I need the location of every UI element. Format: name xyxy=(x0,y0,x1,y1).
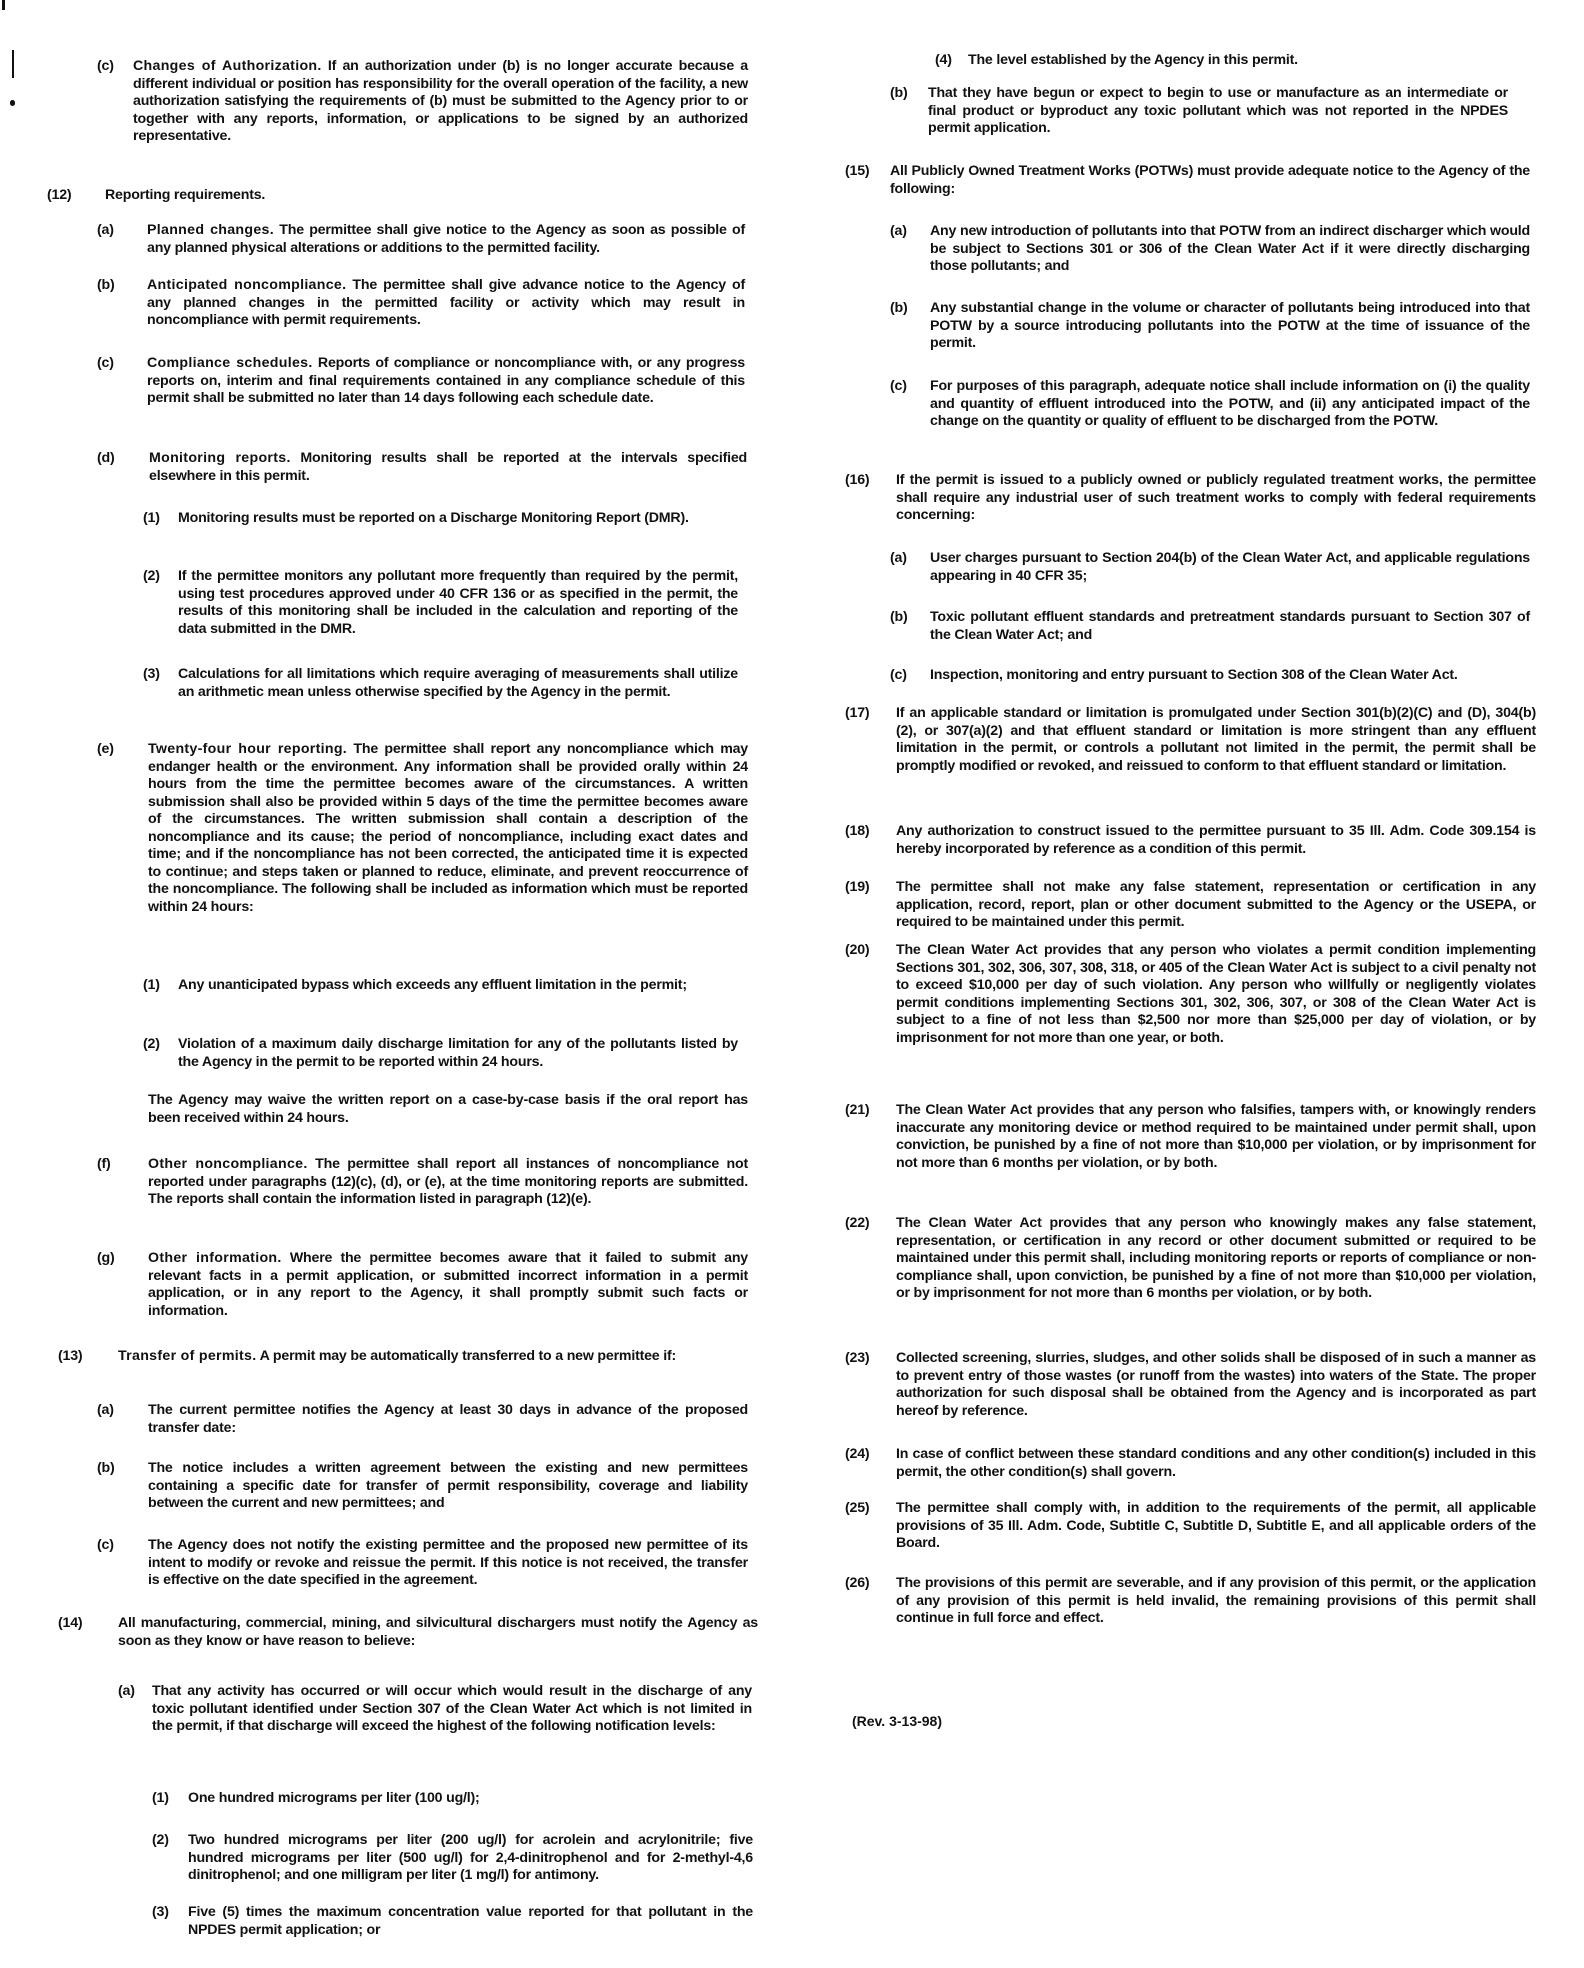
paragraph-text xyxy=(896,942,1536,1047)
paragraph-s12d2 xyxy=(143,568,738,638)
paragraph-text xyxy=(148,1156,748,1209)
paragraph-s14a3 xyxy=(152,1904,753,1939)
scan-artifact xyxy=(12,50,14,78)
paragraph-body: Monitoring results shall be reported at the intervals specified elsewhere in this permit. xyxy=(149,450,747,484)
paragraph-s14a1 xyxy=(152,1790,753,1808)
paragraph-s12e-waive xyxy=(148,1092,748,1127)
paragraph-text xyxy=(178,1036,738,1071)
paragraph-marker: (24) xyxy=(845,1446,870,1462)
paragraph-body: The level established by the Agency in this permit. xyxy=(968,52,1298,68)
paragraph-title: Planned changes. xyxy=(147,222,274,238)
paragraph-text xyxy=(148,741,748,916)
paragraph-marker: (26) xyxy=(845,1575,870,1591)
paragraph-body: That they have begun or expect to begin to use or manufacture as an intermediate or final product or byproduct any toxic pollutant which was not reported in the NPDES permit application. xyxy=(928,85,1508,136)
paragraph-s12e xyxy=(97,741,748,916)
paragraph-s12b xyxy=(97,277,745,330)
paragraph-body: Five (5) times the maximum concentration value reported for that pollutant in the NPDES permit application; or xyxy=(188,1904,753,1938)
paragraph-marker: (c) xyxy=(97,355,114,371)
paragraph-marker: (1) xyxy=(152,1790,169,1806)
paragraph-s24 xyxy=(845,1446,1536,1481)
paragraph-s13b xyxy=(97,1460,748,1513)
paragraph-body: The permittee shall report all instances of noncompliance not reported under paragraphs (12)(c), (d), or (e), at the time monitoring reports are submitted. The reports shall contain the information listed in paragraph (12)(e). xyxy=(148,1156,749,1207)
paragraph-text xyxy=(896,823,1536,858)
paragraph-body: That any activity has occurred or will occur which would result in the discharge of any toxic pollutant identified under Section 307 of the Clean Water Act which is not limited in the permit, if that discharge will exceed the highest of the following notification levels: xyxy=(152,1683,752,1734)
paragraph-s15c xyxy=(890,378,1530,431)
paragraph-marker: (17) xyxy=(845,705,870,721)
paragraph-marker: (14) xyxy=(58,1615,83,1631)
paragraph-s12d xyxy=(97,450,747,485)
paragraph-marker: (2) xyxy=(143,568,160,584)
paragraph-s12f xyxy=(97,1156,749,1209)
paragraph-body: Any substantial change in the volume or character of pollutants being introduced into that POTW by a source introducing pollutants into the POTW at the time of issuance of the permit. xyxy=(930,300,1530,351)
revision-date: (Rev. 3-13-98) xyxy=(852,1713,943,1729)
paragraph-marker: (b) xyxy=(97,1460,115,1476)
paragraph-body: In case of conflict between these standard conditions and any other condition(s) included in this permit, the other condition(s) shall govern. xyxy=(896,1446,1536,1480)
paragraph-text xyxy=(147,222,745,257)
paragraph-marker: (2) xyxy=(152,1832,169,1848)
paragraph-body: Inspection, monitoring and entry pursuant to Section 308 of the Clean Water Act. xyxy=(930,667,1458,683)
paragraph-marker: (a) xyxy=(118,1683,135,1699)
paragraph-body: The permittee shall report any noncompliance which may endanger health or the environment. Any information shall be provided orally within 24 hours from the time the permittee becomes aware of the circumstances. A written submission shall also be provided within 5 days of the time the permittee becomes aware of the circumstances. The written submission shall contain a description of the noncompliance and its cause; the period of noncompliance, including exact dates and time; and if the noncompliance has not been corrected, the anticipated time it is expected to continue; and steps taken or planned to reduce, eliminate, and prevent reoccurrence of the noncompliance. The following shall be included as information which must be reported within 24 hours: xyxy=(148,741,748,915)
paragraph-marker: (23) xyxy=(845,1350,870,1366)
paragraph-body: User charges pursuant to Section 204(b) of the Clean Water Act, and applicable regulations appearing in 40 CFR 35; xyxy=(930,550,1530,584)
paragraph-marker: (3) xyxy=(152,1904,169,1920)
paragraph-body: Collected screening, slurries, sludges, and other solids shall be disposed of in such a manner as to prevent entry of those wastes (or runoff from the wastes) into waters of the State. The proper authorization for such disposal shall be obtained from the Agency and is incorporated as part hereof by reference. xyxy=(896,1350,1536,1419)
paragraph-marker: (b) xyxy=(890,609,908,625)
paragraph-marker: (20) xyxy=(845,942,870,958)
paragraph-body: Where the permittee becomes aware that it failed to submit any relevant facts in a permit application, or submitted incorrect information in a permit application, or in any report to the Agency, it shall promptly submit such facts or information. xyxy=(148,1250,748,1319)
paragraph-text xyxy=(968,52,1508,70)
paragraph-body: Reports of compliance or noncompliance with, or any progress reports on, interim and final requirements contained in any compliance schedule of this permit shall be submitted no later than 14 days following each schedule date. xyxy=(147,355,746,406)
paragraph-text xyxy=(890,163,1530,198)
paragraph-marker: (22) xyxy=(845,1215,870,1231)
paragraph-title: Transfer of permits. xyxy=(118,1348,257,1364)
scan-artifact xyxy=(10,100,15,106)
paragraph-text xyxy=(152,1683,752,1736)
paragraph-marker: (1) xyxy=(143,977,160,993)
paragraph-marker: (f) xyxy=(97,1156,111,1172)
paragraph-body: Any authorization to construct issued to the permittee pursuant to 35 Ill. Adm. Code 309.154 is hereby incorporated by reference as a condition of this permit. xyxy=(896,823,1536,857)
paragraph-text xyxy=(188,1832,753,1885)
paragraph-text xyxy=(118,1615,758,1650)
paragraph-title: Compliance schedules. xyxy=(147,355,313,371)
paragraph-text xyxy=(930,223,1530,276)
paragraph-body: The permittee shall give notice to the Agency as soon as possible of any planned physical alterations or additions to the permitted facility. xyxy=(147,222,745,256)
paragraph-marker: (19) xyxy=(845,879,870,895)
paragraph-marker: (21) xyxy=(845,1102,870,1118)
paragraph-s21 xyxy=(845,1102,1536,1172)
paragraph-text xyxy=(148,1537,748,1590)
paragraph-text xyxy=(188,1790,753,1808)
paragraph-body: Any new introduction of pollutants into that POTW from an indirect discharger which would be subject to Sections 301 or 306 of the Clean Water Act if it were directly discharging those pollutants; and xyxy=(930,223,1530,274)
paragraph-body: All Publicly Owned Treatment Works (POTWs) must provide adequate notice to the Agency of the following: xyxy=(890,163,1530,197)
paragraph-text xyxy=(896,1575,1536,1628)
paragraph-s16 xyxy=(845,472,1536,525)
paragraph-s14a4 xyxy=(935,52,1508,70)
paragraph-marker: (18) xyxy=(845,823,870,839)
paragraph-marker: (b) xyxy=(97,277,115,293)
paragraph-s17 xyxy=(845,705,1536,775)
paragraph-body: The permittee shall not make any false statement, representation or certification in any application, record, report, plan or other document submitted to the Agency or the USEPA, or required to be maintained under this permit. xyxy=(896,879,1536,930)
paragraph-text xyxy=(896,1446,1536,1481)
paragraph-text xyxy=(178,977,738,995)
paragraph-text xyxy=(896,1350,1536,1420)
paragraph-marker: (a) xyxy=(97,1402,114,1418)
paragraph-marker: (c) xyxy=(890,378,907,394)
paragraph-s15 xyxy=(845,163,1530,198)
paragraph-marker: (16) xyxy=(845,472,870,488)
paragraph-body: If an authorization under (b) is no longer accurate because a different individual or position has responsibility for the overall operation of the facility, a new authorization satisfying the requirements of (b) must be submitted to the Agency prior to or together with any reports, information, or applications to be signed by an authorized representative. xyxy=(133,58,748,144)
paragraph-text xyxy=(147,355,745,408)
paragraph-text xyxy=(930,609,1530,644)
paragraph-marker: (1) xyxy=(143,510,160,526)
paragraph-s14a2 xyxy=(152,1832,753,1885)
paragraph-body: The current permittee notifies the Agency at least 30 days in advance of the proposed transfer date: xyxy=(148,1402,748,1436)
paragraph-s13 xyxy=(58,1348,758,1366)
paragraph-body: The Agency does not notify the existing permittee and the proposed new permittee of its intent to modify or revoke and reissue the permit. If this notice is not received, the transfer is effective on the date specified in the agreement. xyxy=(148,1537,748,1588)
paragraph-title: Twenty-four hour reporting. xyxy=(148,741,348,757)
paragraph-body: Reporting requirements. xyxy=(105,187,266,203)
paragraph-marker: (15) xyxy=(845,163,870,179)
paragraph-text xyxy=(930,667,1530,685)
paragraph-marker: (a) xyxy=(890,550,907,566)
paragraph-s16c xyxy=(890,667,1530,685)
paragraph-body: All manufacturing, commercial, mining, and silvicultural dischargers must notify the Agency as soon as they know or have reason to believe: xyxy=(118,1615,758,1649)
paragraph-body: Monitoring results must be reported on a Discharge Monitoring Report (DMR). xyxy=(178,510,689,526)
paragraph-body: The notice includes a written agreement between the existing and new permittees containing a specific date for transfer of permit responsibility, coverage and liability between the current and new permittees; and xyxy=(148,1460,748,1511)
paragraph-s23 xyxy=(845,1350,1536,1420)
paragraph-body: If the permittee monitors any pollutant more frequently than required by the permit, using test procedures approved under 40 CFR 136 or as specified in the permit, the results of this monitoring shall be included in the calculation and reporting of the data submitted in the DMR. xyxy=(178,568,738,637)
paragraph-text xyxy=(930,550,1530,585)
paragraph-marker: (d) xyxy=(97,450,115,466)
paragraph-text xyxy=(896,1102,1536,1172)
paragraph-text xyxy=(896,1500,1536,1553)
paragraph-s22 xyxy=(845,1215,1536,1303)
paragraph-marker: (a) xyxy=(890,223,907,239)
paragraph-marker: (e) xyxy=(97,741,114,757)
paragraph-text xyxy=(147,277,745,330)
paragraph-marker: (12) xyxy=(47,187,72,203)
paragraph-s18 xyxy=(845,823,1536,858)
paragraph-text xyxy=(896,1215,1536,1303)
paragraph-body: For purposes of this paragraph, adequate notice shall include information on (i) the quality and quantity of effluent introduced into the POTW, and (ii) any anticipated impact of the change on the quantity or quality of effluent to be discharged from the POTW. xyxy=(930,378,1530,429)
paragraph-text xyxy=(148,1092,748,1127)
paragraph-title: Changes of Authorization. xyxy=(133,58,322,74)
paragraph-body: The permittee shall comply with, in addition to the requirements of the permit, all applicable provisions of 35 Ill. Adm. Code, Subtitle C, Subtitle D, Subtitle E, and all applicable orders of the Board. xyxy=(896,1500,1536,1551)
paragraph-s16b xyxy=(890,609,1530,644)
paragraph-s25 xyxy=(845,1500,1536,1553)
paragraph-body: Two hundred micrograms per liter (200 ug/l) for acrolein and acrylonitrile; five hundred micrograms per liter (500 ug/l) for 2,4-dinitrophenol and for 2-methyl-4,6 dinitrophenol; and one milligram per liter (1 mg/l) for antimony. xyxy=(188,1832,753,1883)
paragraph-text xyxy=(896,705,1536,775)
paragraph-text xyxy=(118,1348,758,1366)
paragraph-text xyxy=(149,450,747,485)
paragraph-s12e1 xyxy=(143,977,738,995)
paragraph-body: A permit may be automatically transferred to a new permittee if: xyxy=(256,1348,677,1364)
paragraph-s16a xyxy=(890,550,1530,585)
paragraph-marker: (a) xyxy=(97,222,114,238)
paragraph-s19 xyxy=(845,879,1536,932)
paragraph-marker: (c) xyxy=(97,58,114,74)
paragraph-body: If an applicable standard or limitation is promulgated under Section 301(b)(2)(C) and (D), 304(b)(2), or 307(a)(2) and that effluent standard or limitation is more stringent than any effluent limitation in the permit, or controls a pollutant not limited in the permit, the permit shall be promptly modified or revoked, and reissued to conform to that effluent standard or limitation. xyxy=(896,705,1536,774)
paragraph-text xyxy=(148,1250,748,1320)
paragraph-text xyxy=(178,666,738,701)
paragraph-s15a xyxy=(890,223,1530,276)
paragraph-text xyxy=(178,510,738,528)
paragraph-s12d1 xyxy=(143,510,738,528)
paragraph-body: Violation of a maximum daily discharge limitation for any of the pollutants listed by the Agency in the permit to be reported within 24 hours. xyxy=(178,1036,738,1070)
paragraph-body: The provisions of this permit are severable, and if any provision of this permit, or the application of any provision of this permit is held invalid, the remaining provisions of this permit shall continue in full force and effect. xyxy=(896,1575,1536,1626)
paragraph-title: Anticipated noncompliance. xyxy=(147,277,347,293)
scan-artifact xyxy=(2,0,5,10)
paragraph-marker: (13) xyxy=(58,1348,83,1364)
paragraph-s12c xyxy=(97,355,746,408)
paragraph-s12d3 xyxy=(143,666,738,701)
paragraph-text xyxy=(928,85,1508,138)
paragraph-text xyxy=(148,1402,748,1437)
paragraph-s12a xyxy=(97,222,745,257)
paragraph-body: The Clean Water Act provides that any person who falsifies, tampers with, or knowingly renders inaccurate any monitoring device or method required to be maintained under permit shall, upon conviction, be punished by a fine of not more than $10,000 per violation, or by imprisonment for not more than 6 months per violation, or by both. xyxy=(896,1102,1536,1171)
paragraph-text xyxy=(105,187,745,205)
paragraph-s14 xyxy=(58,1615,758,1650)
paragraph-body: The permittee shall give advance notice to the Agency of any planned changes in the permitted facility or activity which may result in noncompliance with permit requirements. xyxy=(147,277,745,328)
paragraph-body: If the permit is issued to a publicly owned or publicly regulated treatment works, the permittee shall require any industrial user of such treatment works to comply with federal requirements concerning: xyxy=(896,472,1536,523)
paragraph-s14b xyxy=(890,85,1508,138)
paragraph-c-auth xyxy=(97,58,748,146)
paragraph-s13a xyxy=(97,1402,748,1437)
paragraph-title: Monitoring reports. xyxy=(149,450,291,466)
paragraph-body: The Agency may waive the written report on a case-by-case basis if the oral report has been received within 24 hours. xyxy=(148,1092,748,1126)
paragraph-body: Any unanticipated bypass which exceeds any effluent limitation in the permit; xyxy=(178,977,687,993)
paragraph-marker: (2) xyxy=(143,1036,160,1052)
paragraph-body: One hundred micrograms per liter (100 ug/l); xyxy=(188,1790,480,1806)
paragraph-body: Calculations for all limitations which require averaging of measurements shall utilize an arithmetic mean unless otherwise specified by the Agency in the permit. xyxy=(178,666,738,700)
paragraph-marker: (b) xyxy=(890,85,908,101)
paragraph-marker: (25) xyxy=(845,1500,870,1516)
paragraph-s20 xyxy=(845,942,1536,1047)
paragraph-text xyxy=(188,1904,753,1939)
paragraph-text xyxy=(930,378,1530,431)
paragraph-text xyxy=(133,58,748,146)
paragraph-title: Other noncompliance. xyxy=(148,1156,308,1172)
paragraph-marker: (b) xyxy=(890,300,908,316)
paragraph-text xyxy=(896,879,1536,932)
paragraph-text xyxy=(178,568,738,638)
paragraph-s14a xyxy=(118,1683,752,1736)
paragraph-marker: (g) xyxy=(97,1250,115,1266)
paragraph-title: Other information. xyxy=(148,1250,282,1266)
paragraph-text xyxy=(148,1460,748,1513)
paragraph-s12 xyxy=(47,187,745,205)
paragraph-marker: (3) xyxy=(143,666,160,682)
paragraph-s26 xyxy=(845,1575,1536,1628)
paragraph-body: Toxic pollutant effluent standards and pretreatment standards pursuant to Section 307 of the Clean Water Act; and xyxy=(930,609,1530,643)
paragraph-text xyxy=(930,300,1530,353)
paragraph-s12e2 xyxy=(143,1036,738,1071)
paragraph-marker: (4) xyxy=(935,52,952,68)
paragraph-body: The Clean Water Act provides that any person who violates a permit condition implementing Sections 301, 302, 306, 307, 308, 318, or 405 of the Clean Water Act is subject to a civil penalty not to exceed $10,000 per day of such violation. Any person who willfully or negligently violates permit conditions implementing Sections 301, 302, 306, 307, or 308 of the Clean Water Act is subject to a fine of not less than $2,500 nor more than $25,000 per day of violation, or by imprisonment for not more than one year, or both. xyxy=(896,942,1536,1046)
paragraph-body: The Clean Water Act provides that any person who knowingly makes any false statement, representation, or certification in any record or other document submitted or required to be maintained under this permit shall, including monitoring reports or reports of compliance or non-compliance shall, upon conviction, be punished by a fine of not more than $10,000 per violation, or by imprisonment for not more than 6 months per violation, or by both. xyxy=(896,1215,1536,1301)
paragraph-text xyxy=(896,472,1536,525)
paragraph-s12g xyxy=(97,1250,748,1320)
paragraph-marker: (c) xyxy=(890,667,907,683)
paragraph-marker: (c) xyxy=(97,1537,114,1553)
paragraph-s15b xyxy=(890,300,1530,353)
paragraph-s13c xyxy=(97,1537,748,1590)
